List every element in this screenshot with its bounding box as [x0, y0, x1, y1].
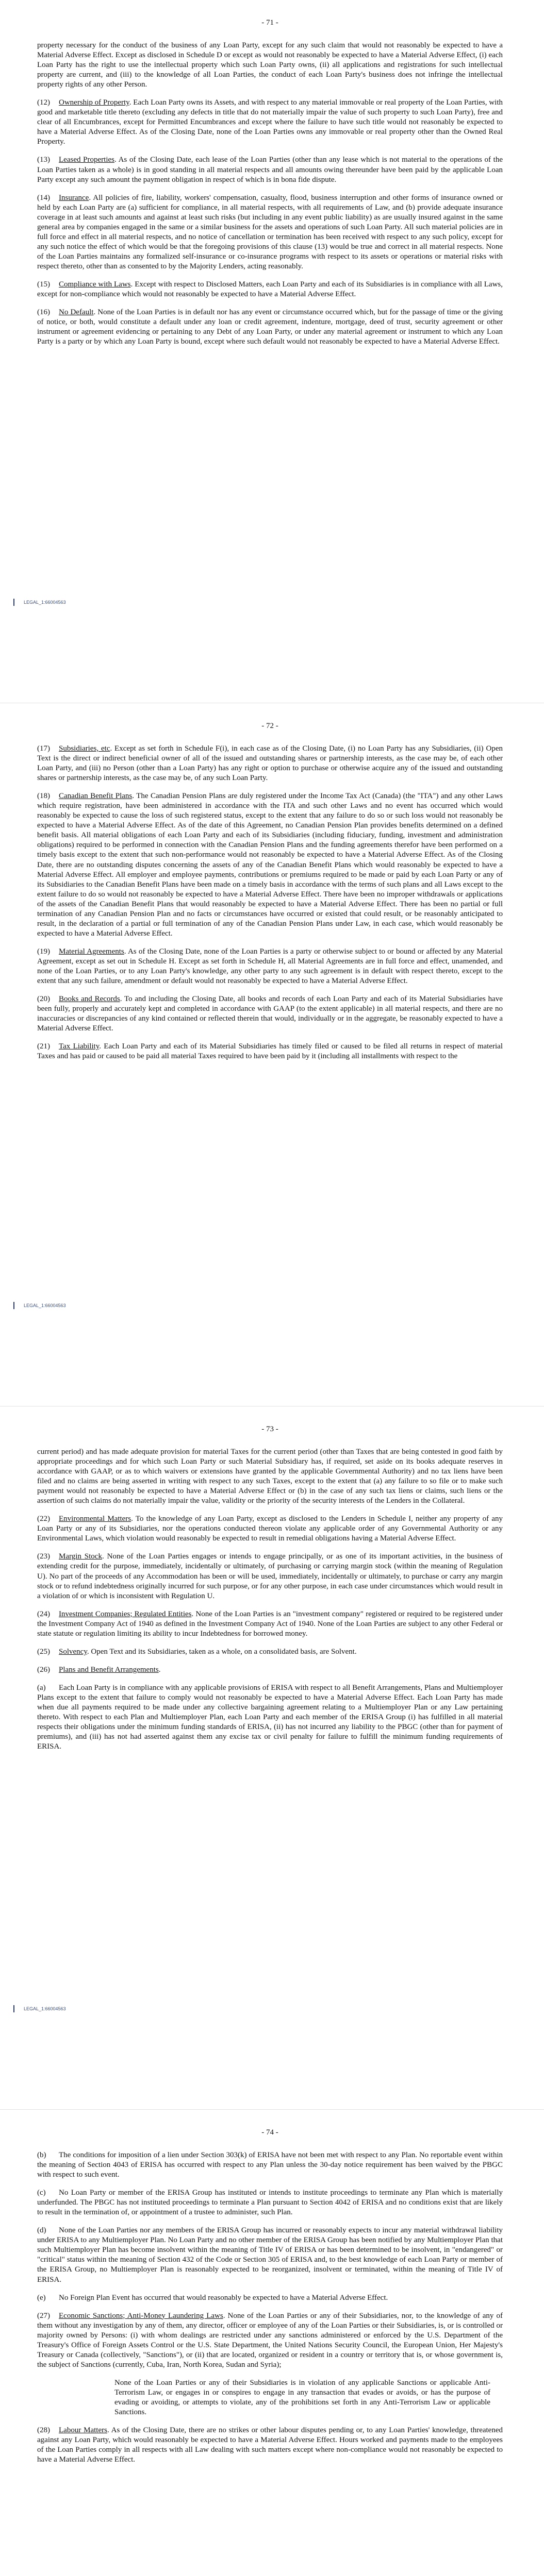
section-text: . Except as set forth in Schedule F(i), in each case as of the Closing Date, (i) no Loan Party has any Subsidiaries, (ii) Open Text is the direct or indirect beneficial owner of all of the issued and outstanding shares or partnership interests, as the case may be, of each other Loan Party, and (iii) no Person (other than a Loan Party) has any right or option to purchase or otherwise acquire any of the issued and outstanding shares or partnership interests, as the case may be, of any such Loan Party. — [37, 744, 503, 783]
section-number: (14) — [37, 193, 50, 202]
section-heading: Tax Liability — [59, 1042, 100, 1051]
section-text: . Each Loan Party owns its Assets, and with respect to any material immovable or real property of the Loan Parties, with good and marketable title thereto (excluding any defects in title that do not materially impair the value of such property to such Loan Party), free and clear of all Encumbrances, except for Permitted Encumbrances and except where the failure to have such title would not reasonably be expected to have a Material Adverse Effect. As of the Closing Date, none of the Loan Parties owns any immovable or real property other than the Owned Real Property. — [37, 98, 503, 146]
section-number: (20) — [37, 995, 50, 1004]
section-27 — [37, 2311, 503, 2370]
section-heading: Leased Properties — [59, 156, 114, 164]
page-72 — [0, 703, 544, 1406]
section-number: (e) — [37, 2293, 46, 2302]
section-26-d — [37, 2226, 503, 2284]
section-12 — [37, 98, 503, 147]
section-text: . To the knowledge of any Loan Party, except as disclosed to the Lenders in Schedule I, neither any property of any Loan Party or any of its Subsidiaries, nor the operations conducted thereon violate any applicable order of any Governmental Authority or any Environmental Laws, which violation would reasonably be expected to result in remedial obligations having a Material Adverse Effect. — [37, 1515, 503, 1543]
section-number: (22) — [37, 1515, 50, 1523]
section-14 — [37, 193, 503, 272]
page-footer — [13, 599, 66, 606]
section-number: (13) — [37, 156, 50, 164]
section-16 — [37, 308, 503, 347]
section-heading: Insurance — [59, 193, 89, 202]
page-number: - 74 - — [261, 2128, 278, 2137]
section-19 — [37, 947, 503, 986]
section-number: (d) — [37, 2226, 46, 2235]
section-number: (16) — [37, 308, 50, 317]
section-text: None of the Loan Parties nor any members of the ERISA Group has incurred or reasonably expects to incur any material withdrawal liability under ERISA to any Multiemployer Plan. No Loan Party and no other member of the ERISA Group has been notified by any Multiemployer Plan that such Multiemployer Plan has become insolvent within the meaning of Title IV of ERISA or has been determined to be insolvent, in "endangered" or "critical" status within the meaning of Section 432 of the Code or Section 305 of ERISA and, to the best knowledge of each Loan Party or member of the ERISA Group, no Multiemployer Plan is reasonably expected to be reorganized, insolvent or terminated, within the meaning of Title IV of ERISA. — [37, 2226, 503, 2284]
page-footer — [13, 1302, 66, 1309]
page-number: - 71 - — [261, 19, 278, 27]
page-footer — [13, 2005, 66, 2012]
section-number: (23) — [37, 1552, 50, 1561]
section-heading: Canadian Benefit Plans — [59, 792, 133, 801]
section-15 — [37, 280, 503, 299]
section-text: . All policies of fire, liability, workers' compensation, casualty, flood, business interruption and other forms of insurance owned or held by each Loan Party are (a) sufficient for compliance, in all material respects, with all requirements of Law, and (b) provide adequate insurance coverage in at least such amounts and against at least such risks (but including in any event public liability) as are usually insured against in the same general area by companies engaged in the same or a similar business for the assets and operations of such Loan Party. All such material policies are in full force and effect in all material respects, and no notice of cancellation or termination has been received with respect to any such policy, except for any such notice the effect of which would be that the foregoing provisions of this clause (13) would be true and correct in all material respects. None of the Loan Parties maintains any formalized self-insurance or co-insurance programs with respect to its assets or operations or material risks with respect thereto, other than as consented to by the Majority Lenders, acting reasonably. — [37, 193, 503, 270]
section-26-b — [37, 2150, 503, 2180]
margin-tick-icon — [13, 1302, 14, 1309]
section-text: . None of the Loan Parties is in default nor has any event or circumstance occurred which, but for the passage of time or the giving of notice, or both, would constitute a default under any loan or credit agreement, indenture, mortgage, deed of trust, security agreement or other instrument or agreement evidencing or pertaining to any Debt of any Loan Party, or under any material agreement or instrument to which any Loan Party is a party or by which any Loan Party is bound, except where such default would not reasonably be expected to have a Material Adverse Effect. — [37, 308, 503, 346]
footer-doc-code: LEGAL_1:66004563 — [24, 600, 66, 605]
section-number: (26) — [37, 1665, 50, 1674]
page-number: - 73 - — [261, 1425, 278, 1433]
section-text: The conditions for imposition of a lien under Section 303(k) of ERISA have not been met with respect to any Plan. No reportable event within the meaning of Section 4043 of ERISA has occurred with respect to any Plan unless the 30-day notice requirement has been waived by the PBGC with respect to such event. — [37, 2151, 503, 2179]
section-20 — [37, 994, 503, 1033]
section-number: (19) — [37, 947, 50, 956]
section-text: . As of the Closing Date, there are no strikes or other labour disputes pending or, to any Loan Parties' knowledge, threatened against any Loan Party, which would reasonably be expected to have a Material Adverse Effect. Hours worked and payments made to the employees of the Loan Parties comply in all respects with all Law dealing with such matters except where non-compliance would not reasonably be expected to have a Material Adverse Effect. — [37, 2426, 503, 2464]
section-text: No Foreign Plan Event has occurred that would reasonably be expected to have a Material Adverse Effect. — [59, 2293, 388, 2302]
section-23 — [37, 1552, 503, 1601]
section-22 — [37, 1514, 503, 1544]
section-heading: No Default — [59, 308, 94, 317]
page-number: - 72 - — [261, 722, 278, 730]
section-heading: Books and Records — [59, 995, 120, 1004]
section-text: . None of the Loan Parties engages or intends to engage principally, or as one of its important activities, in the business of extending credit for the purpose, immediately, incidentally or ultimately, of purchasing or carrying margin stock (within the meaning of Regulation U). No part of the proceeds of any Accommodation has been or will be used, immediately, incidentally or ultimately, to purchase or carry any margin stock or to refund indebtedness originally incurred for such purpose, or for any other purpose, in each case under circumstances which would result in a violation of or which is inconsistent with Regulation U. — [37, 1552, 503, 1600]
section-text: . As of the Closing Date, each lease of the Loan Parties (other than any lease which is not material to the operations of the Loan Parties taken as a whole) is in good standing in all material respects and all amounts owing thereunder have been paid by the applicable Loan Party except any such amount the payment obligation in respect of which is in bona fide dispute. — [37, 156, 503, 184]
section-text: . Except with respect to Disclosed Matters, each Loan Party and each of its Subsidiaries is in compliance with all Laws, except for non-compliance which would not reasonably be expected to have a Material Adverse Effect. — [37, 280, 503, 299]
section-number: (18) — [37, 792, 50, 801]
continuation-paragraph: property necessary for the conduct of the business of any Loan Party, except for any such claim that would not reasonably be expected to have a Material Adverse Effect. Except as disclosed in Schedule D or except as would not reasonably be expected to have a Material Adverse Effect, (i) each Loan Party has the right to use the intellectual property which such Loan Party owns, (ii) all applications and registrations for such intellectual property are current, and (iii) to the knowledge of all Loan Parties, the conduct of each Loan Party's business does not infringe the intellectual property rights of any other Person. — [37, 41, 503, 89]
section-number: (17) — [37, 744, 50, 753]
section-number: (28) — [37, 2426, 50, 2435]
section-26 — [37, 1665, 503, 1675]
section-28 — [37, 2426, 503, 2465]
section-number: (15) — [37, 280, 50, 289]
section-26-c — [37, 2188, 503, 2217]
section-number: (25) — [37, 1647, 50, 1656]
section-text: No Loan Party or member of the ERISA Group has instituted or intends to institute proceedings to terminate any Plan which is materially underfunded. The PBGC has not instituted proceedings to terminate a Plan pursuant to Section 4042 of ERISA and no conditions exist that are likely to result in the termination of, or appointment of a trustee to administer, such Plan. — [37, 2189, 503, 2217]
section-heading: Compliance with Laws — [59, 280, 131, 289]
section-number: (21) — [37, 1042, 50, 1051]
section-heading: Environmental Matters — [59, 1515, 131, 1523]
section-number: (c) — [37, 2189, 46, 2197]
section-18 — [37, 791, 503, 939]
margin-tick-icon — [13, 2005, 14, 2012]
continuation-paragraph: current period) and has made adequate provision for material Taxes for the current period (other than Taxes that are being contested in good faith by appropriate proceedings and for which such Loan Party or such Material Subsidiary has, if required, set aside on its books adequate reserves in accordance with GAAP, or as to which waivers or extensions have granted by the applicable Governmental Authority) and no tax liens have been filed and no claims are being asserted in writing with respect to any such Taxes, except to the extent that (a) any failure to so file or to make such payment would not reasonably be expected to have a Material Adverse Effect or (b) in the case of any such tax liens or claims, such liens or the assertion of such claims do not materially impair the value, validity or the priority of the security interests of the Lenders in the Collateral. — [37, 1448, 503, 1505]
section-text: . The Canadian Pension Plans are duly registered under the Income Tax Act (Canada) (the "ITA") and any other Laws which require registration, have been administered in accordance with the ITA and such other Laws and no event has occurred which would reasonably be expected to cause the loss of such registered status, except to the extent that any failure to do so or such loss would not reasonably be expected to have a Material Adverse Effect. As of the date of this Agreement, no Canadian Pension Plan provides benefits determined on a defined benefit basis. All material obligations of each Loan Party and each of its Subsidiaries (including fiduciary, funding, investment and administration obligations) required to be performed in connection with the Canadian Pension Plans and the funding agreements therefor have been performed on a timely basis except to the extent that such non-performance would not reasonably be expected to have a Material Adverse Effect. As of the Closing Date, there are no outstanding disputes concerning the assets of any of the Canadian Benefit Plans which would reasonably be expected to have a Material Adverse Effect. All employer and employee payments, contributions or premiums required to be made or paid by each Loan Party or any of its Subsidiaries to the Canadian Benefit Plans have been made on a timely basis in accordance with the terms of such plans and all Laws except to the extent failure to do so would not reasonably be expected to have a Material Adverse Effect. There have been no improper withdrawals or applications of the assets of the Canadian Benefit Plans that would reasonably be expected to have a Material Adverse Effect. There has been no partial or full termination of any Canadian Pension Plan and no facts or circumstances have occurred or existed that could result, or be reasonably anticipated to result, in the declaration of a partial or full termination of any of the Canadian Pension Plans under Law, in each case, which would reasonably be expected to have a Material Adverse Effect. — [37, 792, 503, 938]
page-74 — [0, 2110, 544, 2576]
section-heading: Economic Sanctions; Anti-Money Laundering Laws — [59, 2311, 223, 2320]
section-text: . Open Text and its Subsidiaries, taken as a whole, on a consolidated basis, are Solvent. — [87, 1647, 357, 1656]
section-heading: Investment Companies; Regulated Entities — [59, 1609, 192, 1618]
section-heading: Ownership of Property — [59, 98, 129, 107]
section-text: . None of the Loan Parties is an "investment company" registered or required to be registered under the Investment Company Act of 1940 as defined in the Investment Company Act of 1940. None of the Loan Parties are subject to any other Federal or state statute or regulation limiting its ability to incur Indebtedness for borrowed money. — [37, 1609, 503, 1638]
section-number: (24) — [37, 1609, 50, 1618]
footer-doc-code: LEGAL_1:66004563 — [24, 1303, 66, 1308]
section-26-a — [37, 1683, 503, 1752]
section-number: (12) — [37, 98, 50, 107]
section-text: . To and including the Closing Date, all books and records of each Loan Party and each of its Material Subsidiaries have been fully, properly and accurately kept and completed in accordance with GAAP (to the extent applicable) in all material respects, and there are no inaccuracies or discrepancies of any kind contained or reflected therein that would, individually or in the aggregate, be reasonably expected to have a Material Adverse Effect. — [37, 995, 503, 1033]
section-25 — [37, 1647, 503, 1657]
section-heading: Subsidiaries, etc — [59, 744, 110, 753]
section-text: . None of the Loan Parties or any of their Subsidiaries, nor, to the knowledge of any of them without any investigation by any of them, any director, officer or employee of any of the Loan Parties or their Subsidiaries, is, or is controlled or majority owned by Persons: (i) with whom dealings are restricted under any sanctions administered or enforced by the U.S. Department of the Treasury's Office of Foreign Assets Control or the U.S. State Department, the United Nations Security Council, the European Union, Her Majesty's Treasury or Canada (collectively, "Sanctions"), or (ii) that are located, organized or resident in a country or territory that is, or whose government is, the subject of Sanctions (currently, Cuba, Iran, North Korea, Sudan and Syria); — [37, 2311, 503, 2369]
section-17 — [37, 744, 503, 783]
section-27-indented: None of the Loan Parties or any of their Subsidiaries is in violation of any applicable Sanctions or applicable Anti-Terrorism Law, or engages in or conspires to engage in any transaction that evades or avoids, or has the purpose of evading or avoiding, or attempts to violate, any of the prohibitions set forth in any Anti-Terrorism Law or applicable Sanctions. — [114, 2378, 490, 2417]
footer-doc-code: LEGAL_1:66004563 — [24, 2006, 66, 2011]
page-73 — [0, 1406, 544, 2110]
section-21 — [37, 1042, 503, 1061]
section-13 — [37, 155, 503, 184]
section-26-e — [37, 2293, 503, 2303]
section-heading: Solvency — [59, 1647, 87, 1656]
section-heading: Plans and Benefit Arrangements — [59, 1665, 159, 1674]
section-heading: Labour Matters — [59, 2426, 107, 2435]
section-text: . As of the Closing Date, none of the Loan Parties is a party or otherwise subject to or bound or affected by any Material Agreement, except as set out in Schedule H. Except as set forth in Schedule H, all Material Agreements are in full force and effect, unamended, and none of the Loan Parties, or to any Loan Party's knowledge, any other party to any such agreement is in default with respect thereto, except to the extent that any such failure, amendment or default would not reasonably be expected to have a Material Adverse Effect. — [37, 947, 503, 986]
page-71 — [0, 0, 544, 703]
section-number: (27) — [37, 2311, 50, 2320]
section-heading: Margin Stock — [59, 1552, 102, 1561]
section-text: Each Loan Party is in compliance with any applicable provisions of ERISA with respect to all Benefit Arrangements, Plans and Multiemployer Plans except to the extent that failure to comply would not reasonably be expected to have a Material Adverse Effect. Each Loan Party has made when due all payments required to be made under any collective bargaining agreement relating to a Multiemployer Plan or any Law pertaining thereto. With respect to each Plan and Multiemployer Plan, each Loan Party and each member of the ERISA Group (i) has fulfilled in all material respects their obligations under the minimum funding standards of ERISA, (ii) has not incurred any liability to the PBGC (other than for payment of premiums), and (iii) has not had asserted against them any excise tax or civil penalty for failure to fulfill the minimum funding requirements of ERISA. — [37, 1683, 503, 1751]
section-heading: Material Agreements — [59, 947, 124, 956]
section-text: . — [158, 1665, 161, 1674]
section-number: (a) — [37, 1683, 46, 1692]
margin-tick-icon — [13, 599, 14, 606]
section-number: (b) — [37, 2151, 46, 2159]
section-text: . Each Loan Party and each of its Material Subsidiaries has timely filed or caused to be filed all returns in respect of material Taxes and has paid or caused to be paid all material Taxes required to have been paid by it (including all installments with respect to the — [37, 1042, 503, 1061]
section-24 — [37, 1609, 503, 1639]
